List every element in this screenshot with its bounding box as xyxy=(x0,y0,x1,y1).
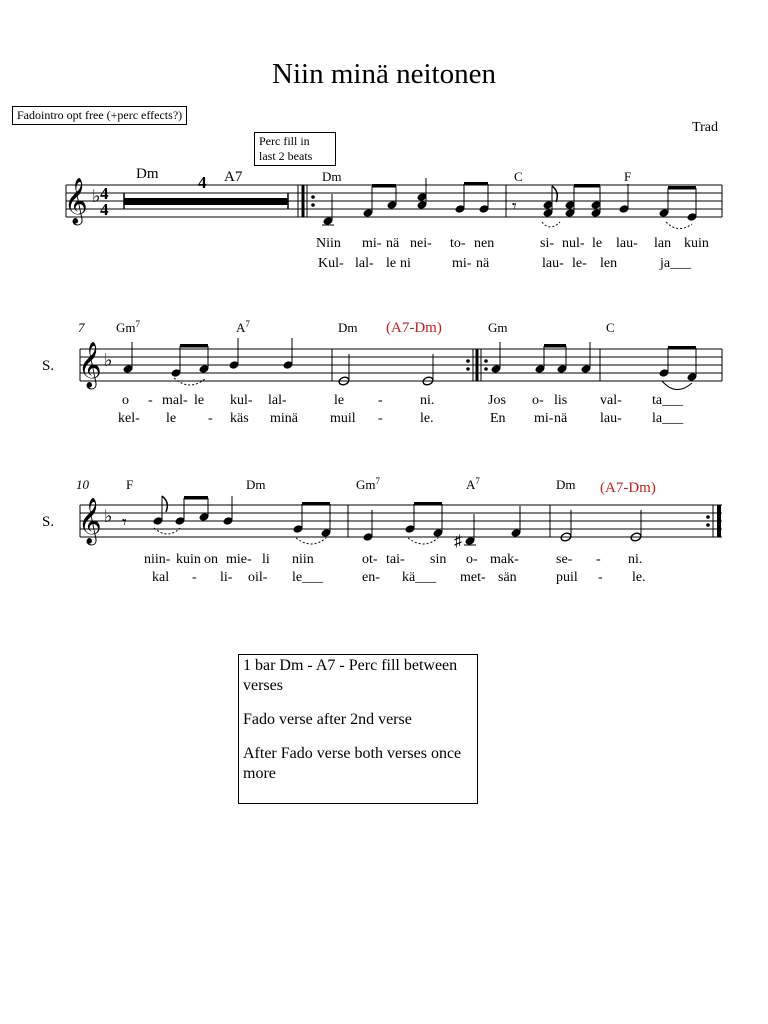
lyric-syllable: - xyxy=(148,393,153,408)
lyric-syllable: le xyxy=(166,411,177,426)
lyric-syllable: oil- xyxy=(248,570,268,585)
flat-key-icon: ♭ xyxy=(104,506,113,526)
chord-symbol-red: (A7-Dm) xyxy=(600,480,656,496)
lyric-syllable: li- xyxy=(220,570,233,585)
chord-symbol-red: (A7-Dm) xyxy=(386,320,442,336)
lyric-syllable: sän xyxy=(498,570,517,585)
lyric-syllable: o- xyxy=(466,552,478,567)
chord-root: Gm xyxy=(116,320,136,335)
part-label: S. xyxy=(42,358,55,374)
lyrics-line-1-verse-2 xyxy=(318,256,692,271)
sharp-icon: ♯ xyxy=(454,533,462,550)
chord-symbol xyxy=(466,476,480,492)
treble-clef-icon: 𝄞 xyxy=(78,498,102,543)
lyric-syllable: lal- xyxy=(268,393,287,408)
lyric-syllable: o- xyxy=(532,393,544,408)
lyric-syllable: Niin xyxy=(316,236,341,251)
notes-line-2 xyxy=(123,338,722,390)
multirest-count: 4 xyxy=(198,173,207,192)
lyric-syllable: ni xyxy=(400,256,411,271)
lyric-syllable: - xyxy=(378,411,383,426)
lyric-syllable: kal xyxy=(152,570,170,585)
lyric-syllable: le___ xyxy=(292,570,324,585)
lyric-syllable: lau- xyxy=(542,256,564,271)
lyric-syllable: lau- xyxy=(600,411,622,426)
treble-clef-icon: 𝄞 xyxy=(64,178,88,223)
lyric-syllable: le xyxy=(592,236,603,251)
chord-ext: 7 xyxy=(135,319,140,329)
notes-line-1 xyxy=(322,178,697,229)
lyric-syllable: kuin xyxy=(176,552,201,567)
time-signature-bottom: 4 xyxy=(100,200,109,219)
chord-symbol xyxy=(236,319,250,335)
chord-symbol: A7 xyxy=(224,169,243,185)
lyric-syllable: kel- xyxy=(118,411,140,426)
lyric-syllable: niin xyxy=(292,552,314,567)
chord-symbol: C xyxy=(606,320,615,335)
lyric-syllable: si- xyxy=(540,236,554,251)
lyric-syllable: lau- xyxy=(616,236,638,251)
lyric-syllable: mak- xyxy=(490,552,519,567)
chord-root: A xyxy=(466,477,476,492)
lyric-syllable: ja___ xyxy=(660,256,692,271)
lyric-syllable: mie- xyxy=(226,552,252,567)
lyric-syllable: val- xyxy=(600,393,622,408)
part-label: S. xyxy=(42,514,55,530)
lyric-syllable: kul- xyxy=(230,393,253,408)
lyric-syllable: le- xyxy=(572,256,587,271)
chord-symbol: Gm xyxy=(488,320,508,335)
chord-symbol: Dm xyxy=(338,320,358,335)
chord-root: A xyxy=(236,320,246,335)
lyric-syllable: - xyxy=(596,552,601,567)
lyric-syllable: Jos xyxy=(488,393,506,408)
lyric-syllable: en- xyxy=(362,570,380,585)
lyric-syllable: mal- xyxy=(162,393,188,408)
lyrics-line-1-verse-1 xyxy=(316,236,709,251)
page-title: Niin minä neitonen xyxy=(272,58,496,90)
lyric-syllable: nä xyxy=(386,236,400,251)
lyric-syllable: le xyxy=(334,393,345,408)
lyric-syllable: ni. xyxy=(628,552,643,567)
lyric-syllable: mi- xyxy=(534,411,554,426)
lyric-syllable: ni. xyxy=(420,393,435,408)
lyric-syllable: - xyxy=(208,411,213,426)
lyric-syllable: - xyxy=(192,570,197,585)
composer-credit: Trad xyxy=(692,120,718,135)
lyric-syllable: nei- xyxy=(410,236,432,251)
lyric-syllable: käs xyxy=(230,411,249,426)
lyric-syllable: se- xyxy=(556,552,573,567)
lyrics-line-3-verse-2 xyxy=(152,570,646,585)
lyric-syllable: le. xyxy=(420,411,434,426)
lyric-syllable: En xyxy=(490,411,506,426)
lyric-syllable: kä___ xyxy=(402,570,437,585)
lyric-syllable: li xyxy=(262,552,270,567)
lyric-syllable: tai- xyxy=(386,552,405,567)
lyric-syllable: lan xyxy=(654,236,672,251)
lyric-syllable: Kul- xyxy=(318,256,344,271)
chord-symbol: Dm xyxy=(322,169,342,184)
lyric-syllable: ta___ xyxy=(652,393,684,408)
perc-fill-line-1: Perc fill in xyxy=(259,134,310,148)
intro-instruction-box: Fadointro opt free (+perc effects?) xyxy=(12,106,187,125)
chord-symbol: C xyxy=(514,169,523,184)
lyric-syllable: met- xyxy=(460,570,486,585)
repeat-dot xyxy=(311,195,315,199)
lyric-syllable: - xyxy=(598,570,603,585)
chord-symbol: Dm xyxy=(136,166,159,182)
measure-number: 7 xyxy=(78,320,85,335)
chord-symbol: F xyxy=(624,169,632,184)
lyric-syllable: o xyxy=(122,393,129,408)
eighth-rest-icon: 𝄾 xyxy=(122,512,127,532)
perc-fill-line-2: last 2 beats xyxy=(259,149,313,163)
lyric-syllable: nen xyxy=(474,236,495,251)
lyric-syllable: nä xyxy=(476,256,490,271)
measure-number: 10 xyxy=(76,477,89,492)
lyric-syllable: le xyxy=(194,393,205,408)
chord-symbol xyxy=(116,319,141,335)
lyric-syllable: lal- xyxy=(355,256,374,271)
lyric-syllable: nul- xyxy=(562,236,585,251)
lyric-syllable: le. xyxy=(632,570,646,585)
lyric-syllable: muil xyxy=(330,411,356,426)
treble-clef-icon: 𝄞 xyxy=(78,342,102,387)
lyric-syllable: on xyxy=(204,552,218,567)
notes-line-3 xyxy=(122,496,719,550)
chord-symbol: Dm xyxy=(556,477,576,492)
lyric-syllable: len xyxy=(600,256,618,271)
lyrics-line-2-verse-1 xyxy=(122,393,684,408)
chord-root: Gm xyxy=(356,477,376,492)
multi-measure-rest xyxy=(124,198,288,205)
lyric-syllable: niin- xyxy=(144,552,171,567)
chord-symbol: Dm xyxy=(246,477,266,492)
lyric-syllable: - xyxy=(378,393,383,408)
lyric-syllable: la___ xyxy=(652,411,684,426)
chord-ext: 7 xyxy=(475,476,480,486)
lyric-syllable: mi- xyxy=(452,256,472,271)
lyric-syllable: kuin xyxy=(684,236,709,251)
performance-note: Fado verse after 2nd verse xyxy=(243,711,412,728)
lyric-syllable: nä xyxy=(554,411,568,426)
lyric-syllable: le xyxy=(386,256,397,271)
repeat-dot xyxy=(311,203,315,207)
chord-symbol: F xyxy=(126,477,134,492)
lyric-syllable: to- xyxy=(450,236,466,251)
flat-key-icon: ♭ xyxy=(92,186,101,206)
lyric-syllable: ot- xyxy=(362,552,378,567)
time-signature-top: 4 xyxy=(100,184,109,203)
lyric-syllable: minä xyxy=(270,411,298,426)
eighth-rest-icon: 𝄾 xyxy=(512,196,517,216)
lyric-syllable: sin xyxy=(430,552,447,567)
chord-ext: 7 xyxy=(375,476,380,486)
chord-ext: 7 xyxy=(245,319,250,329)
lyrics-line-2-verse-2 xyxy=(118,411,684,426)
flat-key-icon: ♭ xyxy=(104,350,113,370)
performance-notes-box xyxy=(238,654,478,804)
lyric-syllable: lis xyxy=(554,393,568,408)
performance-note: 1 bar Dm - A7 - Perc fill between verses xyxy=(243,657,458,694)
lyric-syllable: mi- xyxy=(362,236,382,251)
lyric-syllable: puil xyxy=(556,570,578,585)
lyrics-line-3-verse-1 xyxy=(144,552,642,567)
chord-symbol xyxy=(356,476,381,492)
performance-note: After Fado verse both verses once more xyxy=(243,745,462,782)
